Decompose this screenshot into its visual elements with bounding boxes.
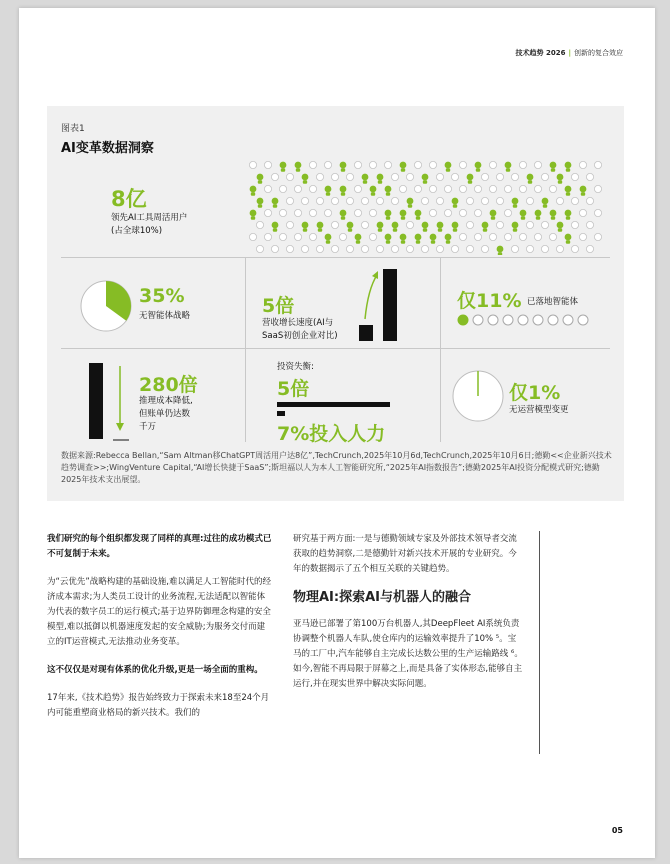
person-dot: [429, 185, 436, 192]
person-dot-highlight: [340, 186, 346, 196]
row-divider-1: [61, 257, 610, 258]
person-dot: [541, 245, 548, 252]
person-dot: [316, 197, 323, 204]
person-dot: [444, 185, 451, 192]
person-dot-highlight: [557, 222, 563, 232]
header-subtitle: 创新的复合效应: [574, 49, 623, 57]
person-dot: [571, 245, 578, 252]
person-dot: [361, 221, 368, 228]
page-number: 05: [611, 826, 623, 835]
person-dot: [451, 173, 458, 180]
person-dot: [534, 161, 541, 168]
person-dot: [496, 221, 503, 228]
col-divider-2: [440, 257, 441, 348]
person-dot-highlight: [392, 222, 398, 232]
person-dot: [489, 161, 496, 168]
person-dot: [294, 185, 301, 192]
person-dot: [264, 209, 271, 216]
person-dot: [391, 173, 398, 180]
person-dot: [346, 245, 353, 252]
person-dot: [519, 185, 526, 192]
person-dot-highlight: [400, 210, 406, 220]
revenue-value: 5倍: [262, 295, 295, 317]
person-dot-highlight: [520, 210, 526, 220]
person-dot: [414, 185, 421, 192]
users-value: 8亿: [111, 187, 147, 211]
person-dot-highlight: [280, 162, 286, 172]
person-dot: [481, 245, 488, 252]
right-paragraph-1: 研究基于两方面:一是与德勤领域专家及外部技术领导者交流获取的趋势洞察,二是德勤针对新兴技术开展的专业研究。今年的数据揭示了五个相互关联的关键趋势。: [293, 534, 517, 574]
person-dot-highlight: [565, 234, 571, 244]
person-dot: [346, 173, 353, 180]
person-dot: [316, 173, 323, 180]
person-dot-highlight: [580, 186, 586, 196]
agent-dot-empty: [503, 315, 513, 325]
person-dot: [541, 173, 548, 180]
person-dot: [511, 173, 518, 180]
person-dot-highlight: [557, 174, 563, 184]
person-dot: [534, 233, 541, 240]
person-dot: [504, 233, 511, 240]
person-dot: [301, 245, 308, 252]
strategy-pie-chart: [79, 279, 133, 333]
person-dot-highlight: [415, 234, 421, 244]
person-dot: [279, 209, 286, 216]
users-line2: (占全球10%): [111, 226, 163, 236]
person-dot-highlight: [422, 222, 428, 232]
person-dot: [571, 221, 578, 228]
report-page: [19, 8, 655, 858]
person-dot-highlight: [565, 210, 571, 220]
agent-dot-empty: [563, 315, 573, 325]
person-dot: [496, 173, 503, 180]
left-paragraph-4: 17年来,《技术趋势》报告始终致力于探索未来18至24个月内可能重塑商业格局的新兴技术。我们的: [47, 693, 270, 718]
person-dot-highlight: [512, 198, 518, 208]
person-dot: [279, 185, 286, 192]
left-paragraph-2: 为“云优先”战略构建的基础设施,难以满足人工智能时代的经济成本需求;为人类员工设计的业务流程,无法适配以智能体为代表的数字员工的运行模式;基于边界防御理念构建的安全模型,难以抵御以机器速度发起的安全威胁;为服务交付而建立的IT运营模式,无法推动业务变革。: [47, 577, 272, 647]
person-dot: [316, 245, 323, 252]
person-dot: [369, 233, 376, 240]
person-dot: [271, 245, 278, 252]
person-dot: [331, 221, 338, 228]
person-dot: [331, 173, 338, 180]
person-dot-highlight: [400, 162, 406, 172]
person-dot: [556, 245, 563, 252]
invest-value-people: 7%投入人力: [277, 423, 386, 445]
model-value: 仅1%: [509, 382, 561, 404]
person-dot: [286, 221, 293, 228]
person-dot: [481, 173, 488, 180]
person-dot-highlight: [505, 162, 511, 172]
person-dot: [391, 197, 398, 204]
person-dot: [474, 233, 481, 240]
person-dot: [256, 245, 263, 252]
person-dot-highlight: [377, 222, 383, 232]
person-dot: [489, 233, 496, 240]
agents-value: 仅11%: [457, 290, 522, 312]
person-dot-highlight: [452, 222, 458, 232]
person-dot: [579, 161, 586, 168]
section-heading: 物理AI:探索AI与机器人的融合: [293, 590, 471, 605]
person-dot-highlight: [535, 210, 541, 220]
person-dot: [249, 161, 256, 168]
agents-adoption-dots: [457, 313, 607, 327]
person-dot: [556, 197, 563, 204]
person-dot-highlight: [512, 222, 518, 232]
person-dot: [504, 185, 511, 192]
person-dot: [309, 185, 316, 192]
person-dot: [399, 185, 406, 192]
person-dot: [459, 209, 466, 216]
person-dot: [594, 233, 601, 240]
revenue-line2: SaaS初创企业对比): [262, 331, 338, 341]
person-dot-highlight: [385, 186, 391, 196]
person-dot: [511, 245, 518, 252]
invest-bar-tech: [277, 402, 390, 407]
person-dot-highlight: [527, 174, 533, 184]
person-dot-highlight: [452, 198, 458, 208]
person-dot-highlight: [445, 234, 451, 244]
header-separator: |: [568, 49, 571, 57]
person-dot: [331, 197, 338, 204]
growth-bars-icon: [351, 261, 411, 343]
person-dot: [391, 245, 398, 252]
cost-line2: 但账单仍达数: [139, 409, 191, 419]
agent-dot-empty: [548, 315, 558, 325]
person-dot: [406, 245, 413, 252]
cost-line3: 千万: [139, 422, 157, 432]
person-dot: [459, 161, 466, 168]
person-dot-highlight: [257, 198, 263, 208]
person-dot-highlight: [430, 234, 436, 244]
person-dot: [436, 197, 443, 204]
person-dot-highlight: [325, 234, 331, 244]
person-dot: [309, 233, 316, 240]
person-dot: [474, 209, 481, 216]
person-dot: [534, 185, 541, 192]
person-dot: [489, 185, 496, 192]
person-dot: [496, 197, 503, 204]
person-dot-highlight: [445, 162, 451, 172]
strategy-value: 35%: [139, 285, 185, 307]
person-dot: [466, 221, 473, 228]
person-dot: [354, 209, 361, 216]
person-dot-highlight: [385, 210, 391, 220]
person-dot-highlight: [377, 174, 383, 184]
person-dot: [594, 185, 601, 192]
row-divider-2: [61, 348, 610, 349]
person-dot-highlight: [400, 234, 406, 244]
right-paragraph-2: 亚马逊已部署了第100万台机器人,其DeepFleet AI系统负责协调整个机器人车队,使仓库内的运输效率提升了10% ⁵。宝马的工厂中,汽车能够自主完成长达数公里的生产运输路线 ⁶。如今,智能不再局限于屏幕之上,而是具备了实体形态,能够自主运行,并在现实世界中解决实际问题。: [293, 619, 523, 689]
person-dot: [429, 209, 436, 216]
agent-dot-empty: [578, 315, 588, 325]
figure-title: AI变革数据洞察: [61, 141, 154, 156]
person-dot: [294, 209, 301, 216]
person-dot: [309, 209, 316, 216]
person-dot: [264, 185, 271, 192]
person-dot-highlight: [362, 174, 368, 184]
person-dot: [451, 245, 458, 252]
person-dot: [301, 197, 308, 204]
person-dot-highlight: [272, 222, 278, 232]
person-dot: [406, 173, 413, 180]
person-dot-highlight: [437, 222, 443, 232]
col-divider-1: [245, 257, 246, 348]
person-dot: [541, 221, 548, 228]
person-dot: [361, 245, 368, 252]
person-dot-highlight: [497, 246, 503, 255]
person-dot: [436, 245, 443, 252]
person-dot: [594, 209, 601, 216]
model-change-pie: [451, 369, 505, 423]
person-dot: [594, 161, 601, 168]
left-paragraph-1: 我们研究的每个组织都发现了同样的真理:过往的成功模式已不可复制于未来。: [47, 534, 272, 559]
person-dot: [264, 233, 271, 240]
person-dot: [286, 197, 293, 204]
col-divider-3: [245, 348, 246, 442]
agent-dot-empty: [533, 315, 543, 325]
person-dot: [526, 245, 533, 252]
infographic-panel: [47, 106, 624, 501]
person-dot-highlight: [325, 186, 331, 196]
person-dot: [271, 173, 278, 180]
agent-dot-empty: [518, 315, 528, 325]
person-dot: [256, 221, 263, 228]
users-line1: 领先AI工具周活用户: [111, 213, 188, 223]
person-dot-highlight: [415, 210, 421, 220]
person-dot: [361, 197, 368, 204]
person-dot: [526, 221, 533, 228]
person-dot-highlight: [347, 222, 353, 232]
invest-value-5x: 5倍: [277, 378, 310, 400]
person-dot: [474, 185, 481, 192]
invest-bar-people: [277, 411, 285, 416]
person-dot: [286, 173, 293, 180]
col-divider-4: [440, 348, 441, 442]
body-right-column: [293, 532, 523, 705]
person-dot: [331, 245, 338, 252]
person-dot: [376, 197, 383, 204]
person-dot-highlight: [565, 162, 571, 172]
cost-line1: 推理成本降低,: [139, 396, 193, 406]
person-dot: [339, 233, 346, 240]
cost-decline-icon: [87, 361, 137, 443]
person-dot: [579, 209, 586, 216]
person-dot: [586, 221, 593, 228]
person-dot-highlight: [355, 234, 361, 244]
person-dot: [466, 245, 473, 252]
person-dot: [429, 161, 436, 168]
person-dot: [279, 233, 286, 240]
person-dot: [346, 197, 353, 204]
model-label: 无运营模型变更: [509, 405, 569, 415]
invest-caption: 投资失衡:: [277, 362, 314, 372]
person-dot-highlight: [385, 234, 391, 244]
person-dot: [549, 185, 556, 192]
person-dot-highlight: [475, 162, 481, 172]
strategy-label: 无智能体战略: [139, 311, 191, 321]
person-dot-highlight: [317, 222, 323, 232]
people-dot-grid: [245, 159, 607, 255]
agents-label: 已落地智能体: [527, 297, 579, 307]
figure-label: 图表1: [61, 124, 85, 134]
person-dot-highlight: [370, 186, 376, 196]
person-dot-highlight: [550, 162, 556, 172]
person-dot-highlight: [422, 174, 428, 184]
person-dot: [309, 161, 316, 168]
person-dot: [249, 233, 256, 240]
person-dot: [406, 221, 413, 228]
body-left-column: [47, 532, 273, 734]
person-dot-highlight: [542, 198, 548, 208]
person-dot-highlight: [340, 162, 346, 172]
person-dot-highlight: [257, 174, 263, 184]
person-dot: [421, 245, 428, 252]
person-dot: [459, 185, 466, 192]
left-paragraph-3: 这不仅仅是对现有体系的优化升级,更是一场全面的重构。: [47, 665, 263, 675]
cost-value: 280倍: [139, 374, 198, 396]
person-dot: [466, 197, 473, 204]
person-dot-highlight: [302, 174, 308, 184]
person-dot: [369, 209, 376, 216]
person-dot-highlight: [550, 210, 556, 220]
person-dot: [369, 161, 376, 168]
agent-dot-filled: [458, 315, 468, 325]
person-dot: [264, 161, 271, 168]
person-dot: [481, 197, 488, 204]
person-dot-highlight: [295, 162, 301, 172]
figure-source-note: 数据来源:Rebecca Bellan,“Sam Altman移ChatGPT周活用户达8亿”,TechCrunch,2025年10月6d,TechCrunch,2025年10月6日;德勤<<企业新兴技术趋势调查>>;WingVenture Capital,“AI增长快捷于SaaS”;斯坦福以人为本人工智能研究所,“2025年AI指数报告”;德勤2025年AI投资分配模式研究;德勤2025年技术支出展望。: [61, 451, 612, 484]
person-dot: [436, 173, 443, 180]
agent-dot-empty: [488, 315, 498, 325]
person-dot-highlight: [250, 186, 256, 196]
person-dot: [571, 197, 578, 204]
person-dot: [376, 245, 383, 252]
person-dot-highlight: [340, 210, 346, 220]
person-dot: [414, 161, 421, 168]
person-dot: [444, 209, 451, 216]
person-dot: [519, 233, 526, 240]
person-dot-highlight: [482, 222, 488, 232]
person-dot: [504, 209, 511, 216]
person-dot: [324, 161, 331, 168]
person-dot: [519, 161, 526, 168]
revenue-line1: 营收增长速度(AI与: [262, 318, 334, 328]
header-title: 技术趋势 2026: [515, 49, 566, 57]
person-dot-highlight: [302, 222, 308, 232]
running-header: [516, 48, 623, 58]
person-dot: [586, 173, 593, 180]
person-dot: [526, 197, 533, 204]
person-dot-highlight: [272, 198, 278, 208]
person-dot: [579, 233, 586, 240]
person-dot: [586, 245, 593, 252]
person-dot: [286, 245, 293, 252]
person-dot-highlight: [250, 210, 256, 220]
person-dot-highlight: [490, 210, 496, 220]
agent-dot-empty: [473, 315, 483, 325]
person-dot: [384, 161, 391, 168]
person-dot-highlight: [565, 186, 571, 196]
person-dot: [294, 233, 301, 240]
person-dot-highlight: [467, 174, 473, 184]
person-dot: [586, 197, 593, 204]
person-dot: [459, 233, 466, 240]
person-dot: [571, 173, 578, 180]
person-dot: [549, 233, 556, 240]
person-dot: [354, 185, 361, 192]
column-rule: [539, 531, 540, 754]
person-dot: [324, 209, 331, 216]
person-dot: [354, 161, 361, 168]
person-dot-highlight: [407, 198, 413, 208]
person-dot: [421, 197, 428, 204]
